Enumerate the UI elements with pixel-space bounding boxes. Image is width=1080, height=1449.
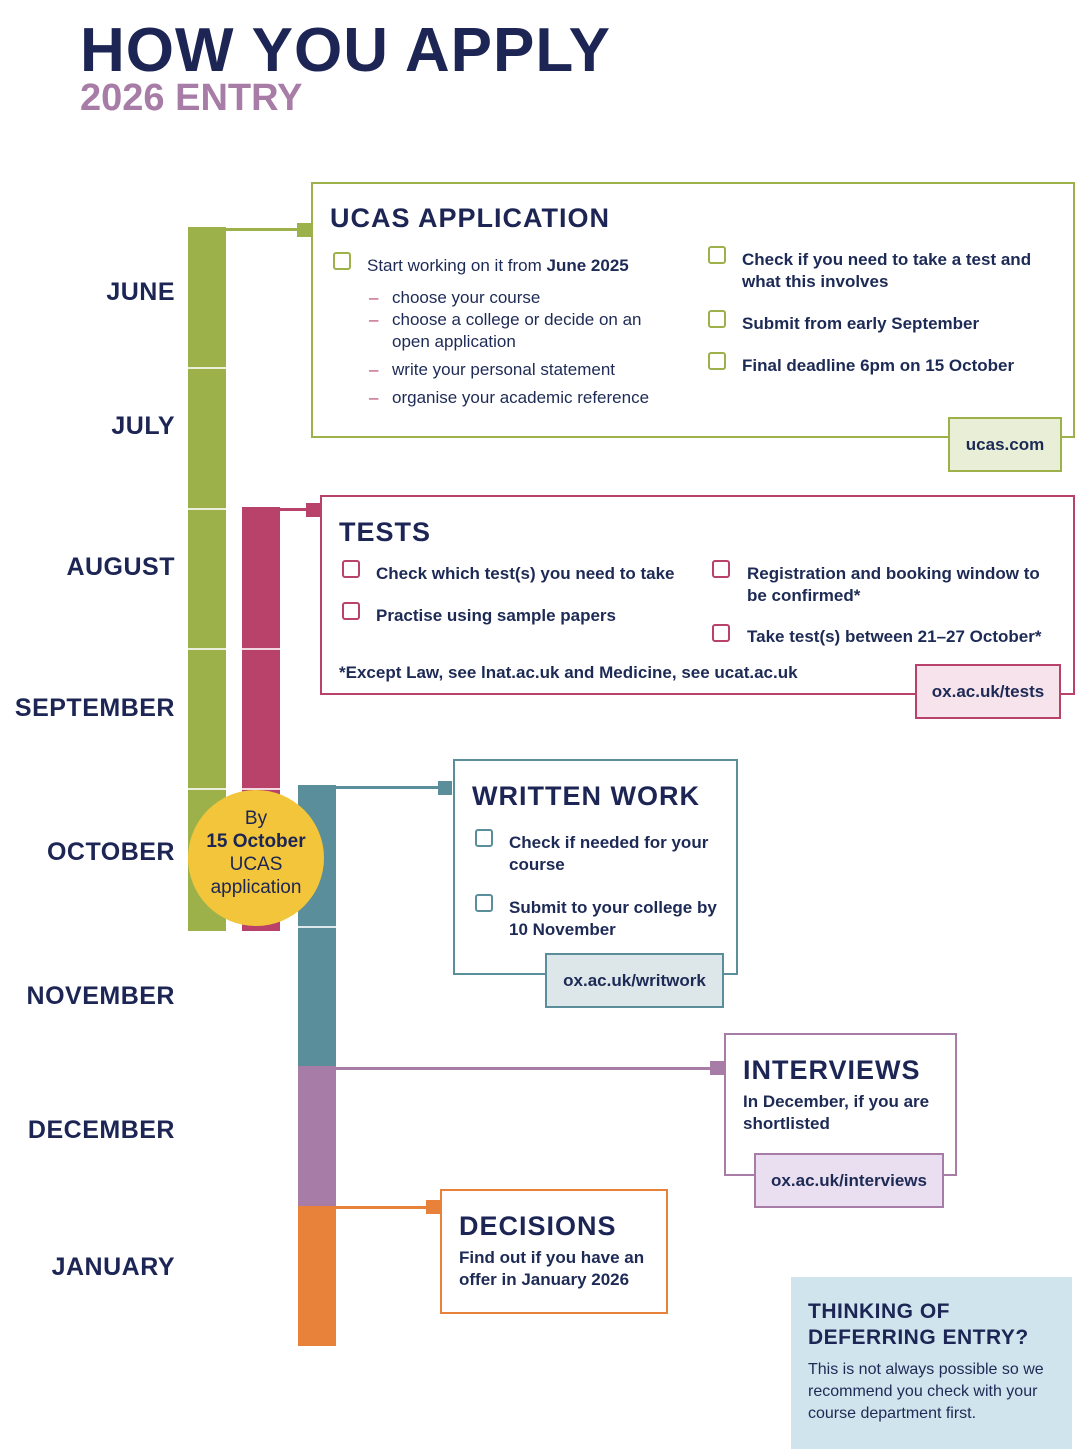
- written-work-link[interactable]: ox.ac.uk/writwork: [545, 953, 724, 1008]
- checkbox-icon: [342, 560, 360, 578]
- month-label-september: SEPTEMBER: [14, 694, 175, 722]
- tests-right-item: Take test(s) between 21–27 October*: [747, 627, 1042, 646]
- deferring-entry-panel: [791, 1277, 1072, 1449]
- written-work-connector-node: [438, 781, 452, 795]
- month-label-october: OCTOBER: [46, 838, 175, 866]
- ucas-subitem: choose your course: [392, 288, 541, 307]
- decisions-card: [440, 1189, 668, 1314]
- ucas-subitem: choose a college or decide on an open application: [392, 310, 642, 351]
- written-work-item: Submit to your college by 10 November: [509, 898, 717, 939]
- decisions-connector-node: [426, 1200, 440, 1214]
- ucas-submit-item: Submit from early September: [742, 314, 980, 333]
- dash-icon: –: [369, 288, 379, 307]
- month-label-july: JULY: [111, 412, 175, 440]
- checkbox-icon: [712, 624, 730, 642]
- written-work-connector-line: [336, 786, 446, 789]
- written-work-title: WRITTEN WORK: [472, 781, 700, 811]
- tests-right-item: Registration and booking window to be confirmed*: [747, 564, 1040, 605]
- ucas-application-card: [311, 182, 1075, 438]
- tests-link[interactable]: ox.ac.uk/tests: [915, 664, 1061, 719]
- dash-icon: –: [369, 310, 379, 329]
- checkbox-icon: [342, 602, 360, 620]
- decisions-text: Find out if you have an offer in January 2026: [459, 1248, 645, 1289]
- ucas-connector-node: [297, 223, 311, 237]
- dash-icon: –: [369, 360, 379, 379]
- tests-footnote: *Except Law, see lnat.ac.uk and Medicine, see ucat.ac.uk: [339, 663, 798, 682]
- ucas-subitem: organise your academic reference: [392, 388, 650, 407]
- deferring-text: This is not always possible so we recommend you check with your course department first.: [808, 1361, 1044, 1422]
- decisions-connector-line: [336, 1206, 436, 1209]
- ucas-connector-line: [226, 228, 306, 231]
- ucas-subitem: write your personal statement: [392, 360, 615, 379]
- ucas-deadline-item: Final deadline 6pm on 15 October: [742, 356, 1015, 375]
- month-label-august: AUGUST: [66, 553, 175, 581]
- ucas-application-title: UCAS APPLICATION: [330, 203, 611, 233]
- ucas-test-check-item: Check if you need to take a test and what this involves: [742, 250, 1032, 291]
- written-work-card: [453, 759, 738, 975]
- interviews-connector-line: [336, 1067, 720, 1070]
- interviews-text: In December, if you are shortlisted: [743, 1092, 930, 1133]
- tests-left-item: Check which test(s) you need to take: [376, 564, 675, 583]
- october-deadline-badge: By 15 October UCAS application: [188, 790, 324, 926]
- deferring-title: THINKING OF DEFERRING ENTRY?: [808, 1300, 1029, 1349]
- written-work-item: Check if needed for your course: [509, 833, 709, 874]
- interviews-connector-node: [710, 1061, 724, 1075]
- ucas-link[interactable]: ucas.com: [948, 417, 1062, 472]
- checkbox-icon: [708, 310, 726, 328]
- month-label-june: JUNE: [106, 278, 175, 306]
- checkbox-icon: [475, 829, 493, 847]
- tests-title: TESTS: [339, 517, 432, 547]
- tests-connector-node: [306, 503, 320, 517]
- interviews-link[interactable]: ox.ac.uk/interviews: [754, 1153, 944, 1208]
- month-label-january: JANUARY: [51, 1253, 175, 1281]
- interviews-timeline-bar: [298, 1066, 336, 1206]
- page-subtitle: 2026 ENTRY: [80, 77, 303, 119]
- checkbox-icon: [475, 894, 493, 912]
- decisions-timeline-bar: [298, 1206, 336, 1346]
- checkbox-icon: [708, 246, 726, 264]
- dash-icon: –: [369, 388, 379, 407]
- ucas-start-item: Start working on it from June 2025: [367, 256, 629, 275]
- tests-left-item: Practise using sample papers: [376, 606, 616, 625]
- month-label-november: NOVEMBER: [26, 982, 175, 1010]
- page-title: HOW YOU APPLY: [80, 16, 611, 85]
- interviews-title: INTERVIEWS: [743, 1055, 921, 1085]
- month-label-december: DECEMBER: [27, 1116, 175, 1144]
- checkbox-icon: [712, 560, 730, 578]
- checkbox-icon: [708, 352, 726, 370]
- decisions-title: DECISIONS: [459, 1211, 617, 1241]
- checkbox-icon: [333, 252, 351, 270]
